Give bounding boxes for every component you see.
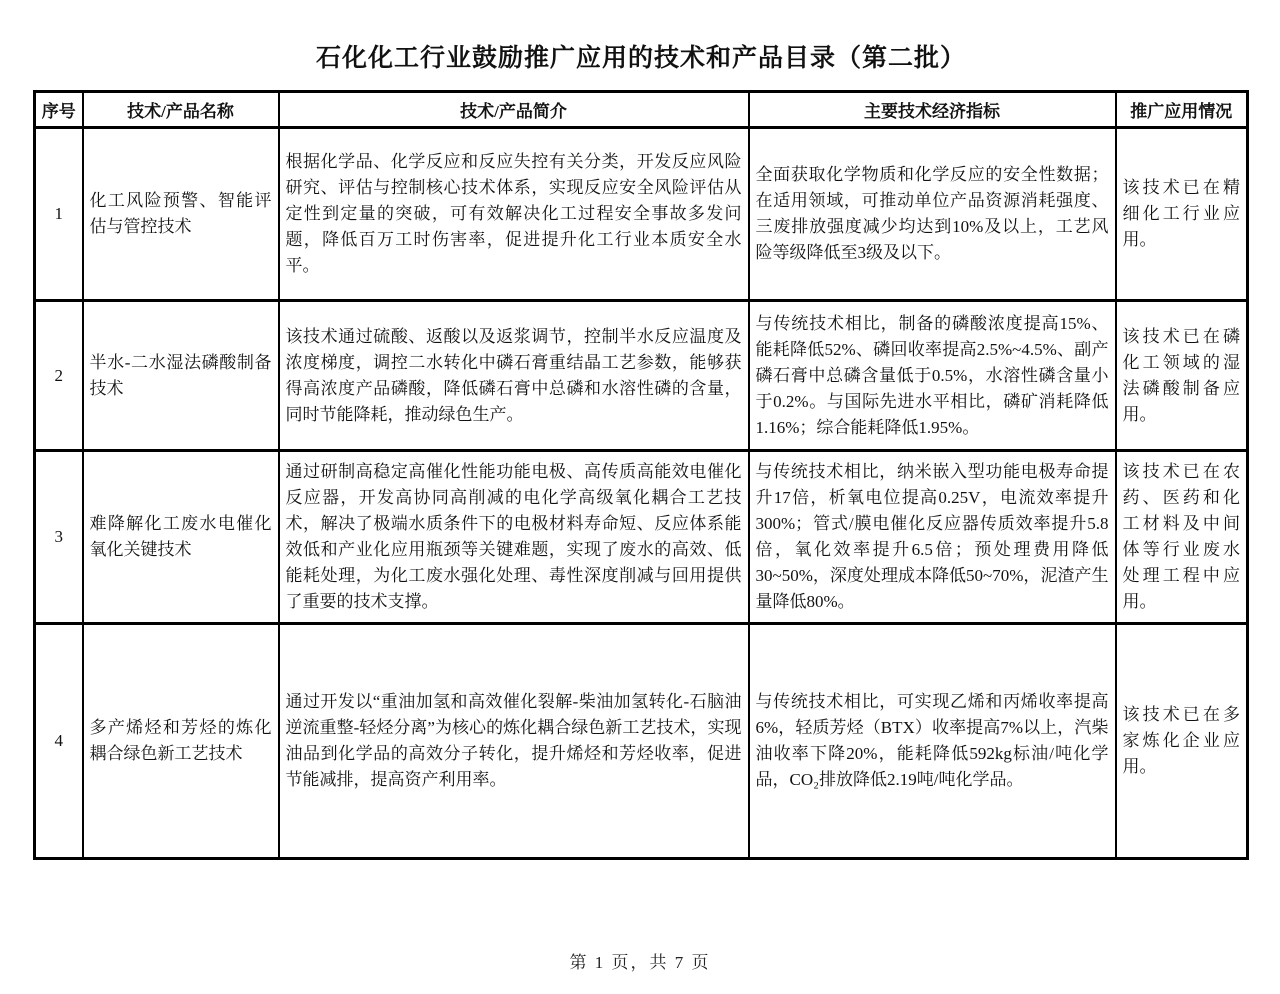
cell-no: 2 [35,301,83,451]
cell-application: 该技术已在农药、医药和化工材料及中间体等行业废水处理工程中应用。 [1116,451,1248,624]
page-title: 石化化工行业鼓励推广应用的技术和产品目录（第二批） [315,45,966,72]
cell-application: 该技术已在精细化工行业应用。 [1116,128,1248,301]
cell-name: 多产烯烃和芳烃的炼化耦合绿色新工艺技术 [83,624,279,859]
table-row [35,624,1248,859]
header-indicators: 主要技术经济指标 [749,92,1116,128]
cell-name: 化工风险预警、智能评估与管控技术 [83,128,279,301]
table-row [35,451,1248,624]
page-number: 第 1 页，共 7 页 [569,953,711,972]
cell-intro: 通过开发以“重油加氢和高效催化裂解-柴油加氢转化-石脑油逆流重整-轻烃分离”为核心的炼化耦合绿色新工艺技术，实现油品到化学品的高效分子转化，提升烯烃和芳烃收率，促进节能减排，提高资产利用率。 [279,624,749,859]
cell-name: 难降解化工废水电催化氧化关键技术 [83,451,279,624]
cell-no: 1 [35,128,83,301]
header-application: 推广应用情况 [1116,92,1248,128]
cell-indicators: 与传统技术相比，可实现乙烯和丙烯收率提高6%，轻质芳烃（BTX）收率提高7%以上，汽柴油收率下降20%，能耗降低592kg标油/吨化学品，CO₂排放降低2.19吨/吨化学品。 [749,624,1116,859]
table-row [35,301,1248,451]
header-intro: 技术/产品简介 [279,92,749,128]
cell-no: 4 [35,624,83,859]
cell-intro: 根据化学品、化学反应和反应失控有关分类，开发反应风险研究、评估与控制核心技术体系，实现反应安全风险评估从定性到定量的突破，可有效解决化工过程安全事故多发问题，降低百万工时伤害率，促进提升化工行业本质安全水平。 [279,128,749,301]
cell-indicators: 全面获取化学物质和化学反应的安全性数据；在适用领域，可推动单位产品资源消耗强度、三废排放强度减少均达到10%及以上，工艺风险等级降低至3级及以下。 [749,128,1116,301]
table-row [35,128,1248,301]
cell-indicators: 与传统技术相比，制备的磷酸浓度提高15%、能耗降低52%、磷回收率提高2.5%~4.5%、副产磷石膏中总磷含量低于0.5%，水溶性磷含量小于0.2%。与国际先进水平相比，磷矿消耗降低1.16%；综合能耗降低1.95%。 [749,301,1116,451]
header-no: 序号 [35,92,83,128]
table-header-row [35,92,1248,128]
cell-intro: 该技术通过硫酸、返酸以及返浆调节，控制半水反应温度及浓度梯度，调控二水转化中磷石膏重结晶工艺参数，能够获得高浓度产品磷酸，降低磷石膏中总磷和水溶性磷的含量，同时节能降耗，推动绿色生产。 [279,301,749,451]
cell-intro: 通过研制高稳定高催化性能功能电极、高传质高能效电催化反应器，开发高协同高削减的电化学高级氧化耦合工艺技术，解决了极端水质条件下的电极材料寿命短、反应体系能效低和产业化应用瓶颈等关键难题，实现了废水的高效、低能耗处理，为化工废水强化处理、毒性深度削减与回用提供了重要的技术支撑。 [279,451,749,624]
header-name: 技术/产品名称 [83,92,279,128]
cell-no: 3 [35,451,83,624]
cell-name: 半水-二水湿法磷酸制备技术 [83,301,279,451]
cell-application: 该技术已在多家炼化企业应用。 [1116,624,1248,859]
catalog-table [33,90,1249,860]
cell-application: 该技术已在磷化工领域的湿法磷酸制备应用。 [1116,301,1248,451]
cell-indicators: 与传统技术相比，纳米嵌入型功能电极寿命提升17倍，析氧电位提高0.25V，电流效率提升300%；管式/膜电催化反应器传质效率提升5.8倍，氧化效率提升6.5倍；预处理费用降低30~50%，深度处理成本降低50~70%，泥渣产生量降低80%。 [749,451,1116,624]
